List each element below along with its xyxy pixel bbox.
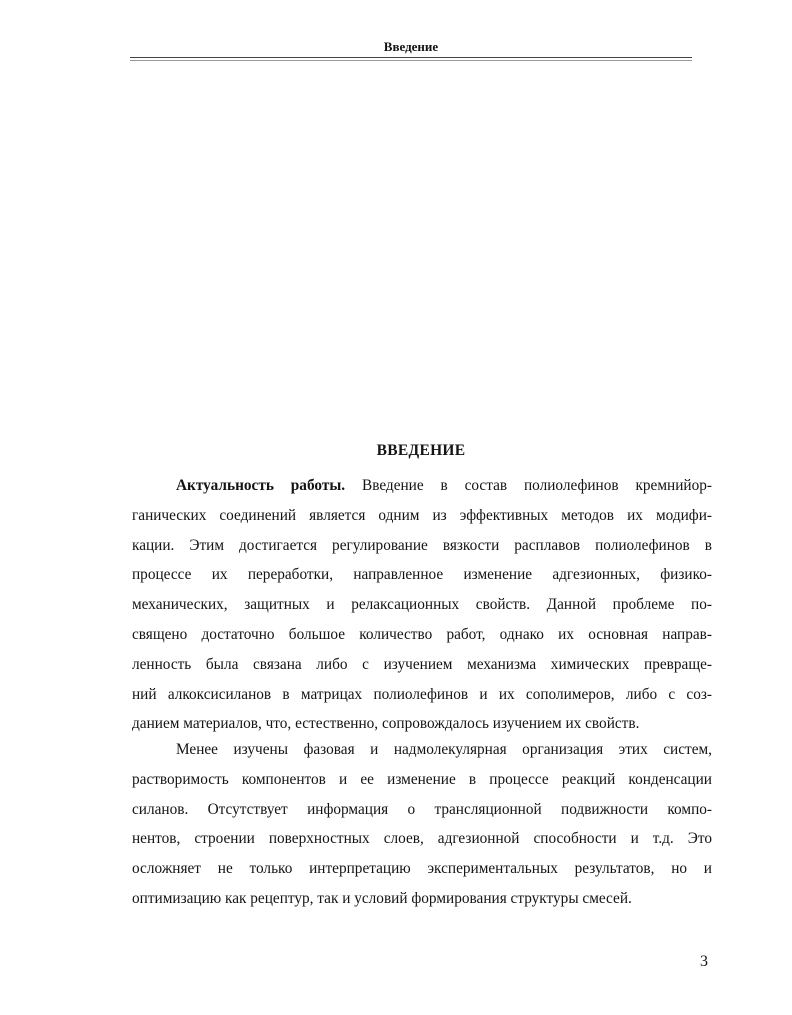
paragraph-line: ленность была связана либо с изучением механизма химических превраще- [132,655,712,673]
running-header: Введение [383,39,439,54]
paragraph-relevance [132,471,712,739]
paragraph-line: механических, защитных и релаксационных свойств. Данной проблеме по- [132,596,712,614]
line-text: Введение в состав полиолефинов кремнийор- [345,477,712,494]
paragraph-line: оптимизацию как рецептур, так и условий формирования структуры смесей. [132,889,632,907]
paragraph-line: ний алкоксисиланов в матрицах полиолефинов и их сополимеров, либо с соз- [132,685,712,703]
paragraph-line: данием материалов, что, естественно, сопровождалось изучением их свойств. [132,715,640,733]
section-title: ВВЕДЕНИЕ [376,442,466,459]
header-rule [130,57,692,58]
paragraph-line: кации. Этим достигается регулирование вязкости расплавов полиолефинов в [132,536,712,554]
paragraph-line: священо достаточно большое количество работ, однако их основная направ- [132,625,712,643]
paragraph-line [132,471,712,501]
paragraph-line: процессе их переработки, направленное изменение адгезионных, физико- [132,566,712,584]
page-number: 3 [700,953,708,970]
paragraph-line: растворимость компонентов и ее изменение в процессе реакций конденсации [132,770,712,788]
paragraph-gaps [132,735,712,914]
lead-heading: Актуальность работы. [176,477,346,494]
paragraph-line: Менее изучены фазовая и надмолекулярная организация этих систем, [176,741,712,758]
paragraph-line: ганических соединений является одним из эффективных методов их модифи- [132,506,712,524]
paragraph-line: осложняет не только интерпретацию экспериментальных результатов, но и [132,860,712,878]
paragraph-line: нентов, строении поверхностных слоев, адгезионной способности и т.д. Это [132,830,712,848]
paragraph-line: силанов. Отсутствует информация о трансляционной подвижности компо- [132,800,712,818]
